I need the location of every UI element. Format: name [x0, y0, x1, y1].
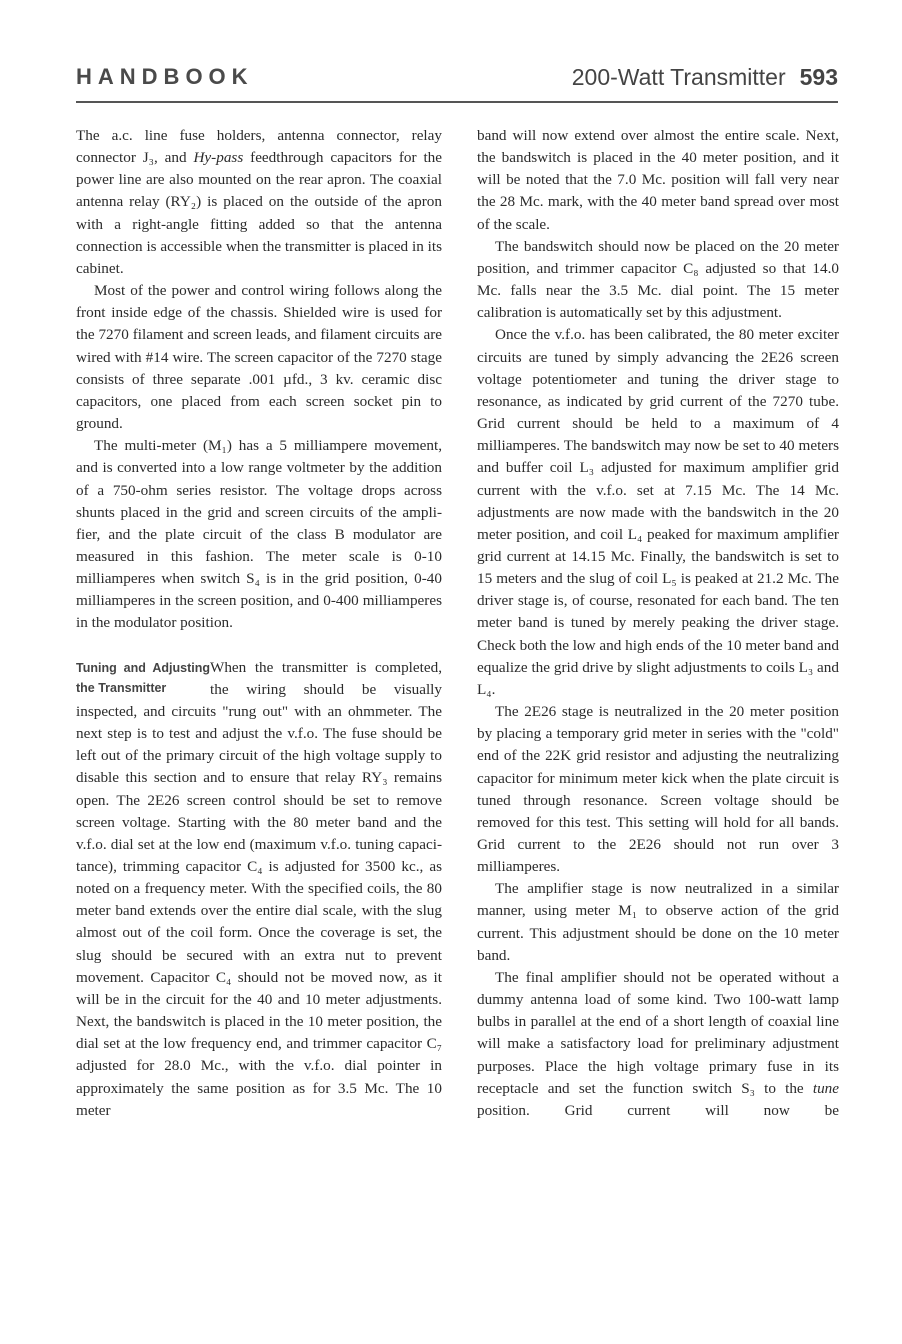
section-tuning	[76, 657, 442, 1122]
paragraph: The multi-meter (M₁) has a 5 milliampere movement, and is converted into a low range voltmeter by the addition of a 750-ohm series resistor. The voltage drops across shunts placed in the grid and screen circuits of the amplifier, and the plate circuit of the class B modulator are measured in this fashion. The meter scale is 0-10 milliamperes when switch S₄ is in the grid position, 0-40 milliamperes in the screen position, and 0-400 milliamperes in the modulator position.	[76, 437, 442, 632]
text: The a.c. line fuse holders, antenna connector, relay connector J₃, and	[76, 127, 442, 167]
section-heading: Tuning and Adjusting the Transmitter	[76, 660, 210, 695]
paragraph: The 2E26 stage is neutralized in the 20 meter position by placing a temporary grid meter in series with the "cold" end of the 22K grid resistor and adjusting the neutralizing capacitor for minimum meter kick when the plate circuit is tuned through resonance. Screen voltage should be removed for this test. This setting will hold for all bands. Grid current to the 2E26 should not run over 3 milliamperes.	[477, 703, 839, 876]
text: feedthrough capacitors for the power line are also mounted on the rear apron. The coaxial antenna relay (RY₂) is placed on the outside of the apron with a right-angle fitting added so that the antenna connection is accessible when the transmitter is placed in its cabinet.	[76, 149, 442, 277]
paragraph: When the transmitter is completed, the wiring should be visually inspected, and circuits "rung out" with an ohmmeter. The next step is to test and adjust the v.f.o. The fuse should be left out of the primary circuit of the high voltage supply to disable this section and to ensure that relay RY₃ remains open. The 2E26 screen control should be set to remove screen voltage. Starting with the 80 meter band and the v.f.o. dial set at the low end (maximum v.f.o. tuning capacitance), trimming capacitor C₄ is adjusted for 3500 kc., as noted on a frequency meter. With the specified coils, the 80 meter band extends over the entire dial scale, with the slug almost out of the coil form. Once the coverage is set, the slug should be secured with an extra nut to prevent movement. Capacitor C₄ should not be moved now, as it will be in the circuit for the 40 and 10 meter adjustments. Next, the bandswitch is placed in the 10 meter position, the dial set at the low frequency end, and trimmer capacitor C₇ adjusted for 28.0 Mc., with the v.f.o. dial pointer in approximately the same position as for 3.5 Mc. The 10 meter	[76, 658, 442, 1119]
paragraph: band will now extend over almost the entire scale. Next, the bandswitch is placed in the 40 meter position, and it will be noted that the 7.0 Mc. position will fall very near the 28 Mc. mark, with the 40 meter band spread over most of the scale.	[477, 127, 839, 233]
left-column	[76, 125, 442, 1122]
paragraph: Once the v.f.o. has been calibrated, the 80 meter exciter circuits are tuned by simply advancing the 2E26 screen voltage potentiometer and tuning the driver stage to resonance, as indicated by grid current of the 7270 tube. Grid current should be held to a maximum of 4 milliamperes. The bandswitch may now be set to 40 meters and buffer coil L₃ adjusted for maximum amplifier grid current with the v.f.o. set at 7.15 Mc. The 14 Mc. adjustments are now made with the bandswitch in the 20 meter position, and coil L₄ peaked for maximum amplifier grid current at 14.15 Mc. Finally, the bandswitch is set to 15 meters and the slug of coil L₅ is peaked at 21.2 Mc. The driver stage is, of course, resonated for each band. The ten meter band is tuned by merely peaking the driver stage. Check both the low and high ends of the 10 meter band and equalize the grid drive by slight adjustments to coils L₃ and L₄.	[477, 326, 839, 698]
italic-term: tune	[812, 1079, 839, 1097]
text: The final amplifier should not be operated without a dummy antenna load of some kind. Two 100-watt lamp bulbs in parallel at the end of a short length of coaxial line will make a satisfactory load for preliminary adjustment purposes. Place the high voltage primary fuse in its receptacle and set the function switch S₃ to the	[477, 968, 839, 1097]
page-number: 593	[799, 64, 838, 90]
running-header	[76, 64, 838, 98]
book-title: HANDBOOK	[76, 64, 254, 89]
paragraph: Most of the power and control wiring follows along the front inside edge of the chassis. Shielded wire is used for the 7270 filament and screen leads, and filament circuits are wired with #14 wire. The screen capacitor of the 7270 stage consists of three separate .001 µfd., 3 kv. ceramic disc capacitors, one placed from each screen socket pin to ground.	[76, 282, 442, 433]
paragraph	[477, 967, 839, 1122]
paragraph: The bandswitch should now be placed on the 20 meter position, and trimmer capacitor C₈ adjusted so that 14.0 Mc. falls near the 3.5 Mc. dial point. The 15 meter calibration is automatically set by this adjustment.	[477, 237, 839, 322]
paragraph	[76, 125, 442, 280]
header-rule	[76, 101, 838, 103]
chapter-title: 200-Watt Transmitter	[571, 64, 786, 90]
right-column	[477, 125, 839, 1122]
chapter-header	[572, 64, 838, 91]
paragraph: The amplifier stage is now neutralized in a similar manner, using meter M₁ to observe action of the grid current. This adjustment should be done on the 10 meter band.	[477, 880, 839, 964]
text: position. Grid current will now be	[477, 1101, 839, 1119]
italic-term: Hy-pass	[193, 149, 244, 167]
